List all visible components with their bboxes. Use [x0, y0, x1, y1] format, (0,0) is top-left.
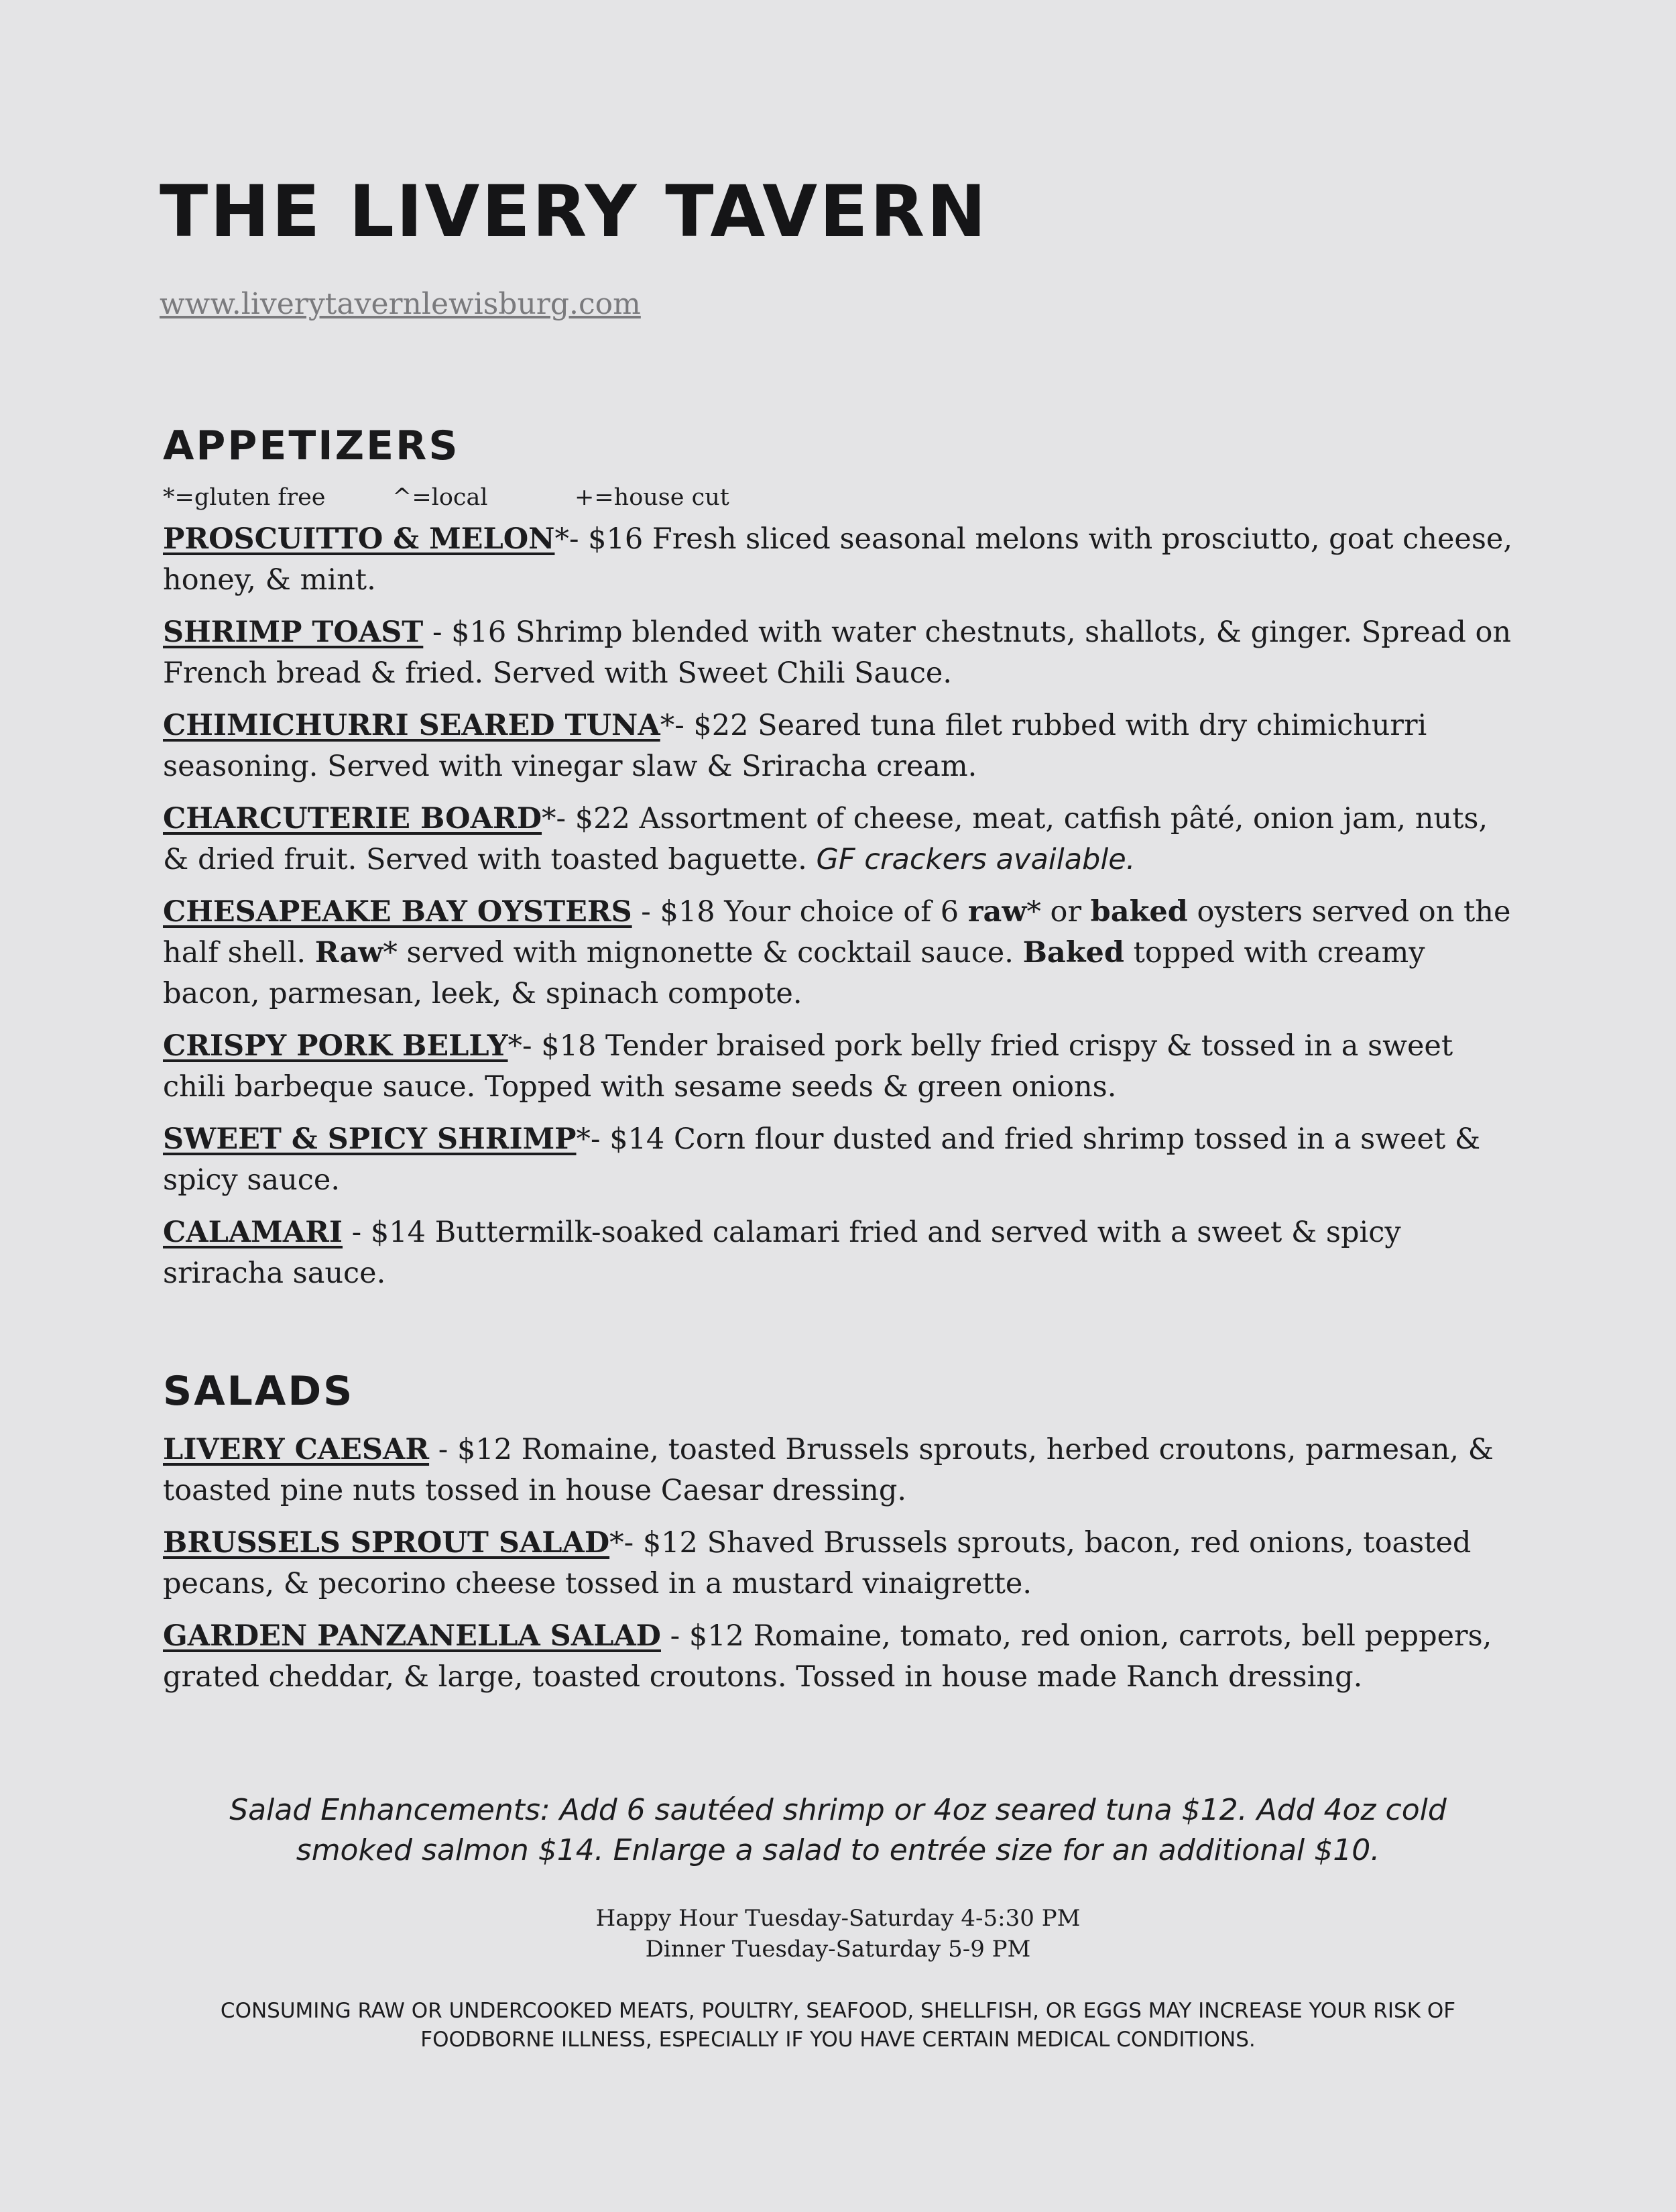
item-name: SWEET & SPICY SHRIMP	[163, 1122, 577, 1156]
item-description: Fresh sliced seasonal melons with prosciutto, goat cheese, honey, & mint.	[163, 522, 1513, 597]
menu-item-chimichurri-tuna	[163, 705, 1515, 787]
item-name: CRISPY PORK BELLY	[163, 1029, 508, 1063]
raw-option: raw	[967, 895, 1027, 929]
appetizers-section	[163, 422, 1515, 1305]
restaurant-title: THE LIVERY TAVERN	[160, 170, 988, 253]
item-description: Tender braised pork belly fried crispy & tossed in a sweet chili barbeque sauce. Topped with sesame seeds & green onions.	[163, 1029, 1453, 1104]
item-name: CHARCUTERIE BOARD	[163, 802, 542, 835]
dinner-hours-text: Dinner Tuesday-Saturday 5-9 PM	[645, 1936, 1031, 1963]
item-mark: *	[576, 1122, 591, 1156]
menu-item-proscuitto-melon	[163, 519, 1515, 601]
item-price: - $14	[591, 1122, 665, 1156]
item-description: Buttermilk-soaked calamari fried and served with a sweet & spicy sriracha sauce.	[163, 1216, 1401, 1290]
item-price: - $18	[522, 1029, 597, 1063]
salads-section	[163, 1368, 1515, 1709]
menu-item-livery-caesar	[163, 1430, 1515, 1511]
item-description: * served with mignonette & cocktail sauce.	[383, 936, 1023, 970]
item-description: Corn flour dusted and fried shrimp tossed in a sweet & spicy sauce.	[163, 1122, 1481, 1197]
item-name: CALAMARI	[163, 1216, 343, 1249]
item-name: GARDEN PANZANELLA SALAD	[163, 1619, 661, 1653]
menu-item-sweet-spicy-shrimp	[163, 1119, 1515, 1201]
legend-local: ^=local	[392, 484, 488, 511]
item-name: PROSCUITTO & MELON	[163, 522, 555, 556]
item-price: - $16	[568, 522, 644, 556]
menu-item-crispy-pork-belly	[163, 1026, 1515, 1108]
item-price: - $18	[632, 895, 715, 929]
item-price: - $12	[623, 1526, 698, 1560]
menu-item-garden-panzanella	[163, 1616, 1515, 1698]
menu-item-shrimp-toast	[163, 612, 1515, 694]
item-description: oysters served on the half shell.	[163, 895, 1511, 970]
item-description: topped with creamy bacon, parmesan, leek, & spinach compote.	[163, 936, 1425, 1010]
item-mark: *	[507, 1029, 523, 1063]
dietary-legend	[163, 484, 1515, 511]
item-price: - $22	[674, 709, 749, 742]
legend-house-cut: +=house cut	[575, 484, 729, 511]
item-description: Shrimp blended with water chestnuts, shallots, & ginger. Spread on French bread & fried. Served with Sweet Chili Sauce.	[163, 616, 1512, 690]
menu-item-calamari	[163, 1212, 1515, 1294]
item-mark: *	[609, 1526, 624, 1560]
raw-option: Raw	[314, 936, 383, 970]
item-description: * or	[1026, 895, 1091, 929]
item-description: Romaine, toasted Brussels sprouts, herbed croutons, parmesan, & toasted pine nuts tossed in house Caesar dressing.	[163, 1433, 1494, 1507]
legend-gluten-free: *=gluten free	[163, 484, 326, 511]
item-mark: *	[542, 802, 556, 835]
appetizers-heading: APPETIZERS	[163, 422, 460, 469]
item-name: CHESAPEAKE BAY OYSTERS	[163, 895, 632, 929]
menu-item-chesapeake-oysters	[163, 892, 1515, 1014]
item-price: - $12	[660, 1619, 744, 1653]
item-description: Assortment of cheese, meat, catfish pâté, onion jam, nuts, & dried fruit. Served with toasted baguette.	[163, 802, 1488, 876]
hours-block	[0, 1903, 1676, 1965]
salads-heading: SALADS	[163, 1368, 355, 1415]
item-price: - $16	[423, 616, 507, 649]
food-safety-warning: CONSUMING RAW OR UNDERCOOKED MEATS, POULTRY, SEAFOOD, SHELLFISH, OR EGGS MAY INCREASE YOUR RISK OF FOODBORNE ILLNESS, ESPECIALLY IF YOU HAVE CERTAIN MEDICAL CONDITIONS.	[220, 1999, 1456, 2052]
item-description: Shaved Brussels sprouts, bacon, red onions, toasted pecans, & pecorino cheese tossed in a mustard vinaigrette.	[163, 1526, 1472, 1600]
item-description: Your choice of 6	[715, 895, 968, 929]
menu-item-brussels-sprout-salad	[163, 1523, 1515, 1605]
website-link[interactable]: www.liverytavernlewisburg.com	[160, 287, 641, 321]
item-name: LIVERY CAESAR	[163, 1433, 430, 1466]
item-description: Romaine, tomato, red onion, carrots, bell peppers, grated cheddar, & large, toasted croutons. Tossed in house made Ranch dressing.	[163, 1619, 1492, 1694]
menu-item-charcuterie-board	[163, 799, 1515, 880]
salad-enhancements-note: Salad Enhancements: Add 6 sautéed shrimp or 4oz seared tuna $12. Add 4oz cold smoked salmon $14. Enlarge a salad to entrée size for an additional $10.	[229, 1793, 1447, 1867]
item-note: GF crackers available.	[816, 843, 1136, 876]
happy-hour-text: Happy Hour Tuesday-Saturday 4-5:30 PM	[595, 1905, 1081, 1932]
item-name: BRUSSELS SPROUT SALAD	[163, 1526, 610, 1560]
item-price: - $12	[429, 1433, 513, 1466]
item-mark: *	[660, 709, 675, 742]
baked-option: Baked	[1022, 936, 1124, 970]
item-name: CHIMICHURRI SEARED TUNA	[163, 709, 660, 742]
item-price: - $22	[556, 802, 630, 835]
item-name: SHRIMP TOAST	[163, 616, 424, 649]
item-price: - $14	[343, 1216, 426, 1249]
baked-option: baked	[1090, 895, 1188, 929]
item-description: Seared tuna filet rubbed with dry chimichurri seasoning. Served with vinegar slaw & Sriracha cream.	[163, 709, 1427, 783]
item-mark: *	[554, 522, 569, 556]
